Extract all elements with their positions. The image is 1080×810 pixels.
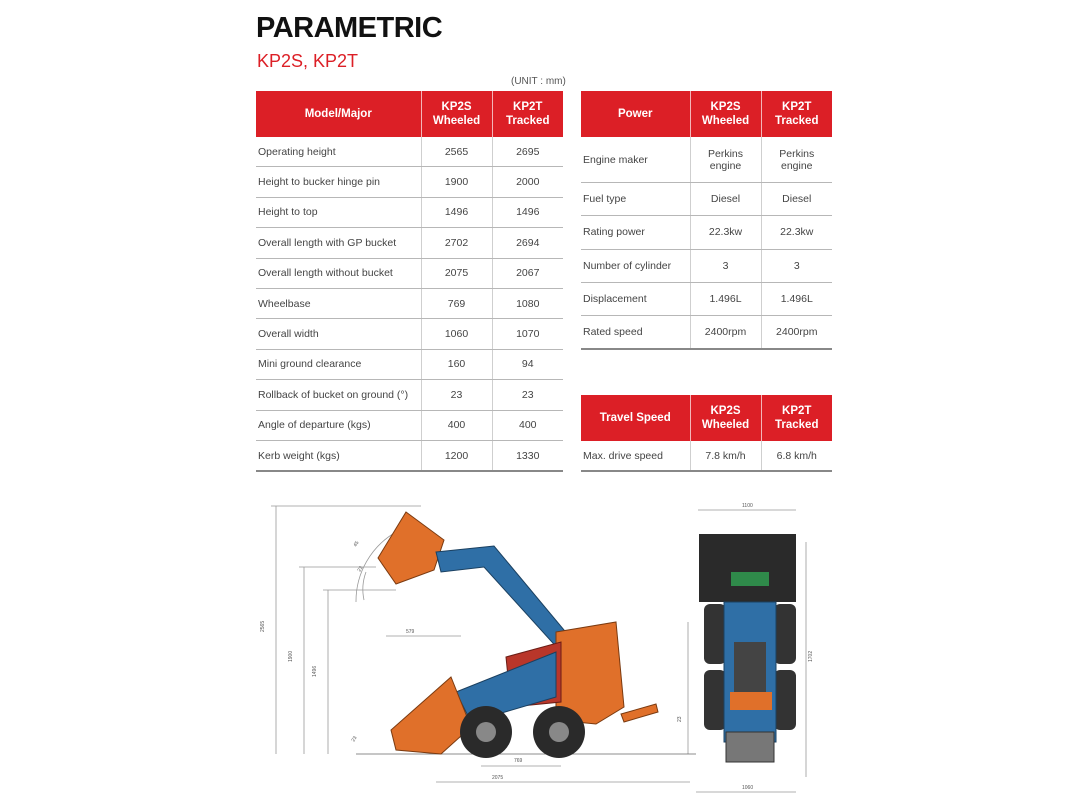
- table-row: [581, 137, 832, 183]
- spec-value: 2075: [421, 258, 492, 288]
- dimension-label: 23: [356, 565, 365, 573]
- spec-value: 2694: [492, 228, 563, 258]
- page-subtitle: KP2S, KP2T: [257, 51, 359, 71]
- spec-label: Overall width: [256, 319, 421, 349]
- spec-value: 94: [492, 349, 563, 379]
- spec-value: 23: [421, 380, 492, 410]
- spec-value: 400: [421, 410, 492, 440]
- spec-label: Number of cylinder: [581, 249, 690, 282]
- dimension-label: 2075: [492, 775, 504, 781]
- spec-value: Perkins engine: [690, 137, 761, 183]
- dimension-label: 1900: [288, 650, 294, 662]
- table-row: [581, 316, 832, 350]
- spec-value: 22.3kw: [690, 216, 761, 249]
- spec-value: 400: [492, 410, 563, 440]
- spec-value: Diesel: [690, 183, 761, 216]
- table-row: [256, 410, 563, 440]
- table-row: [256, 349, 563, 379]
- table-row: [581, 249, 832, 282]
- spec-label: Wheelbase: [256, 288, 421, 318]
- spec-value: 2400rpm: [761, 316, 832, 350]
- dimension-label: 1702: [808, 650, 814, 662]
- column-header: Power: [581, 91, 690, 137]
- unit-note: (UNIT : mm): [511, 76, 566, 87]
- spec-value: 22.3kw: [761, 216, 832, 249]
- spec-label: Height to bucker hinge pin: [256, 167, 421, 197]
- spec-label: Rollback of bucket on ground (°): [256, 380, 421, 410]
- spec-value: 2400rpm: [690, 316, 761, 350]
- spec-value: 160: [421, 349, 492, 379]
- column-header: Travel Speed: [581, 395, 690, 441]
- column-header: KP2T Tracked: [761, 91, 832, 137]
- spec-value: 1496: [492, 197, 563, 227]
- dimension-drawing: [256, 492, 836, 802]
- dimension-label: 2565: [260, 620, 266, 632]
- spec-value: 2695: [492, 137, 563, 167]
- side-view-machine: [378, 512, 658, 758]
- table-header-row: [256, 91, 563, 137]
- dimension-label: 23: [350, 735, 359, 743]
- dimension-label: 45: [352, 540, 361, 548]
- table-header-row: [581, 395, 832, 441]
- column-header: KP2S Wheeled: [690, 91, 761, 137]
- spec-value: Diesel: [761, 183, 832, 216]
- table-row: [256, 167, 563, 197]
- spec-value: 3: [761, 249, 832, 282]
- spec-value: 7.8 km/h: [690, 441, 761, 471]
- power-spec-table: [581, 91, 832, 350]
- page-title: PARAMETRIC: [256, 12, 443, 44]
- spec-label: Rating power: [581, 216, 690, 249]
- spec-value: 769: [421, 288, 492, 318]
- spec-label: Rated speed: [581, 316, 690, 350]
- spec-value: 1.496L: [690, 282, 761, 315]
- spec-label: Height to top: [256, 197, 421, 227]
- spec-value: 1496: [421, 197, 492, 227]
- table-header-row: [581, 91, 832, 137]
- spec-value: 1.496L: [761, 282, 832, 315]
- spec-value: Perkins engine: [761, 137, 832, 183]
- dimension-label: 769: [514, 758, 523, 764]
- table-row: [256, 288, 563, 318]
- dimension-label: 23: [677, 716, 683, 722]
- spec-label: Overall length without bucket: [256, 258, 421, 288]
- spec-label: Mini ground clearance: [256, 349, 421, 379]
- spec-label: Angle of departure (kgs): [256, 410, 421, 440]
- front-view-drawing: [696, 510, 806, 792]
- table-row: [256, 380, 563, 410]
- travel-speed-table: [581, 395, 832, 472]
- spec-value: 3: [690, 249, 761, 282]
- column-header: KP2S Wheeled: [690, 395, 761, 441]
- dimension-label: 1100: [742, 503, 753, 509]
- table-row: [581, 183, 832, 216]
- spec-label: Max. drive speed: [581, 441, 690, 471]
- dimension-label: 1060: [742, 785, 754, 791]
- spec-value: 2067: [492, 258, 563, 288]
- table-row: [256, 440, 563, 471]
- column-header: KP2T Tracked: [761, 395, 832, 441]
- spec-label: Engine maker: [581, 137, 690, 183]
- spec-label: Kerb weight (kgs): [256, 440, 421, 471]
- spec-value: 1900: [421, 167, 492, 197]
- spec-label: Displacement: [581, 282, 690, 315]
- dimension-label: 579: [406, 629, 415, 635]
- table-row: [581, 441, 832, 471]
- column-header: KP2T Tracked: [492, 91, 563, 137]
- spec-value: 2000: [492, 167, 563, 197]
- spec-value: 1060: [421, 319, 492, 349]
- spec-value: 6.8 km/h: [761, 441, 832, 471]
- table-row: [581, 216, 832, 249]
- table-row: [581, 282, 832, 315]
- spec-value: 23: [492, 380, 563, 410]
- model-spec-table: [256, 91, 563, 472]
- spec-value: 2565: [421, 137, 492, 167]
- spec-label: Operating height: [256, 137, 421, 167]
- table-row: [256, 228, 563, 258]
- table-row: [256, 319, 563, 349]
- column-header: KP2S Wheeled: [421, 91, 492, 137]
- spec-value: 2702: [421, 228, 492, 258]
- spec-label: Fuel type: [581, 183, 690, 216]
- spec-value: 1070: [492, 319, 563, 349]
- table-row: [256, 137, 563, 167]
- column-header: Model/Major: [256, 91, 421, 137]
- spec-value: 1080: [492, 288, 563, 318]
- dimension-label: 1496: [312, 665, 318, 677]
- spec-value: 1330: [492, 440, 563, 471]
- spec-label: Overall length with GP bucket: [256, 228, 421, 258]
- table-row: [256, 197, 563, 227]
- table-row: [256, 258, 563, 288]
- spec-value: 1200: [421, 440, 492, 471]
